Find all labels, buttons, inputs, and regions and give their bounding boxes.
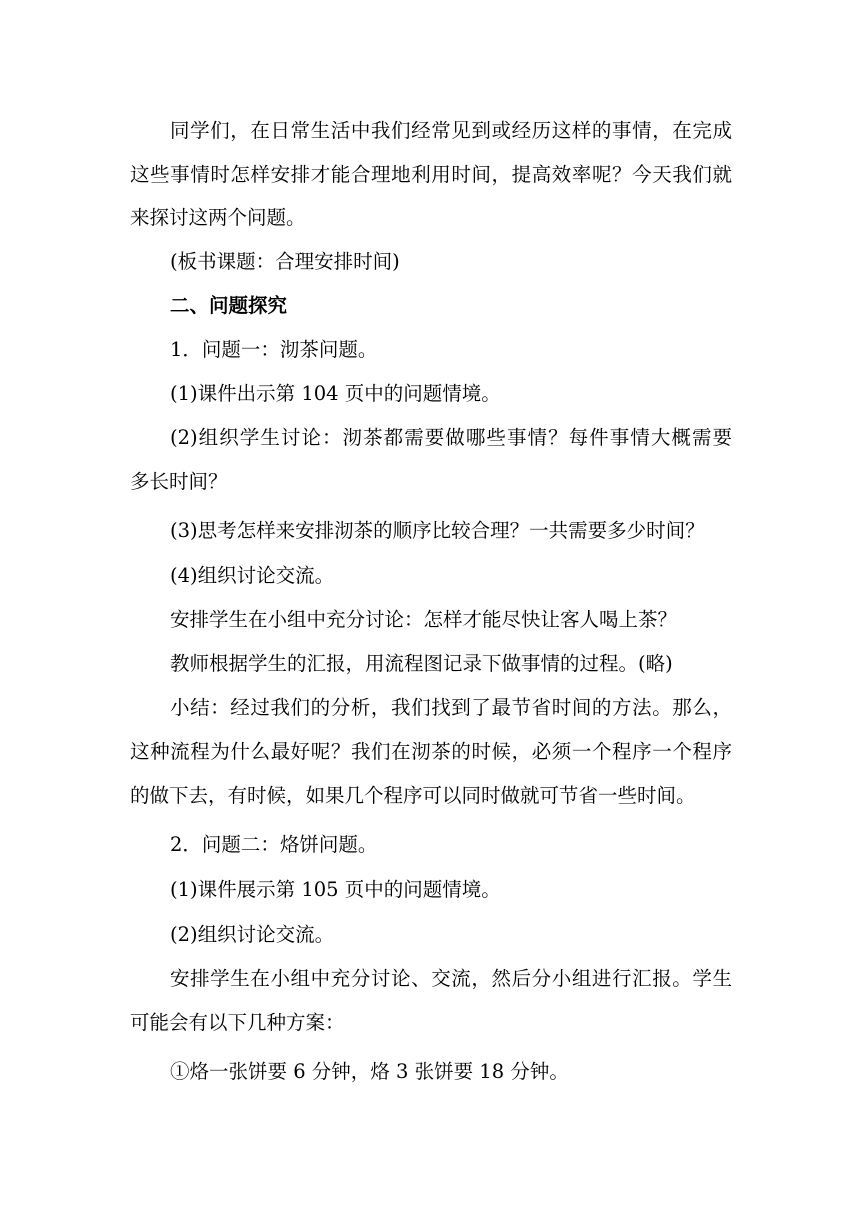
section-heading: 二、问题探究 [170,294,288,317]
question-1-step-4: (4)组织讨论交流。 [170,564,335,587]
question-1-summary-line-3: 的做下去，有时候，如果几个程序可以同时做就可节省一些时间。 [130,784,696,807]
question-2-arrange-line-2: 可能会有以下几种方案： [130,1011,345,1034]
question-2-step-2: (2)组织讨论交流。 [170,923,335,946]
question-2-arrange-line-1: 安排学生在小组中充分讨论、交流，然后分小组进行汇报。学生 [170,967,732,990]
question-2-step-1: (1)课件展示第 105 页中的问题情境。 [170,878,501,901]
board-title: (板书课题：合理安排时间) [170,250,400,273]
question-1-summary-line-2: 这种流程为什么最好呢？我们在沏茶的时候，必须一个程序一个程序 [130,740,732,763]
question-1-step-2-line-2: 多长时间？ [130,470,228,493]
question-1-arrange: 安排学生在小组中充分讨论：怎样才能尽快让客人喝上茶？ [170,608,678,631]
question-1-title: 1．问题一：沏茶问题。 [170,338,378,361]
question-2-plan-1: ①烙一张饼要 6 分钟，烙 3 张饼要 18 分钟。 [170,1060,569,1083]
question-1-teacher: 教师根据学生的汇报，用流程图记录下做事情的过程。(略) [170,652,673,675]
question-1-step-2-line-1: (2)组织学生讨论：沏茶都需要做哪些事情？每件事情大概需要 [170,426,732,449]
question-1-step-3: (3)思考怎样来安排沏茶的顺序比较合理？一共需要多少时间？ [170,519,705,542]
intro-line-1: 同学们，在日常生活中我们经常见到或经历这样的事情，在完成 [170,119,732,142]
intro-line-3: 来探讨这两个问题。 [130,206,306,229]
question-1-step-1: (1)课件出示第 104 页中的问题情境。 [170,382,501,405]
intro-line-2: 这些事情时怎样安排才能合理地利用时间，提高效率呢？今天我们就 [130,163,732,186]
question-1-summary-line-1: 小结：经过我们的分析，我们找到了最节省时间的方法。那么， [170,696,732,719]
question-2-title: 2．问题二：烙饼问题。 [170,833,378,856]
